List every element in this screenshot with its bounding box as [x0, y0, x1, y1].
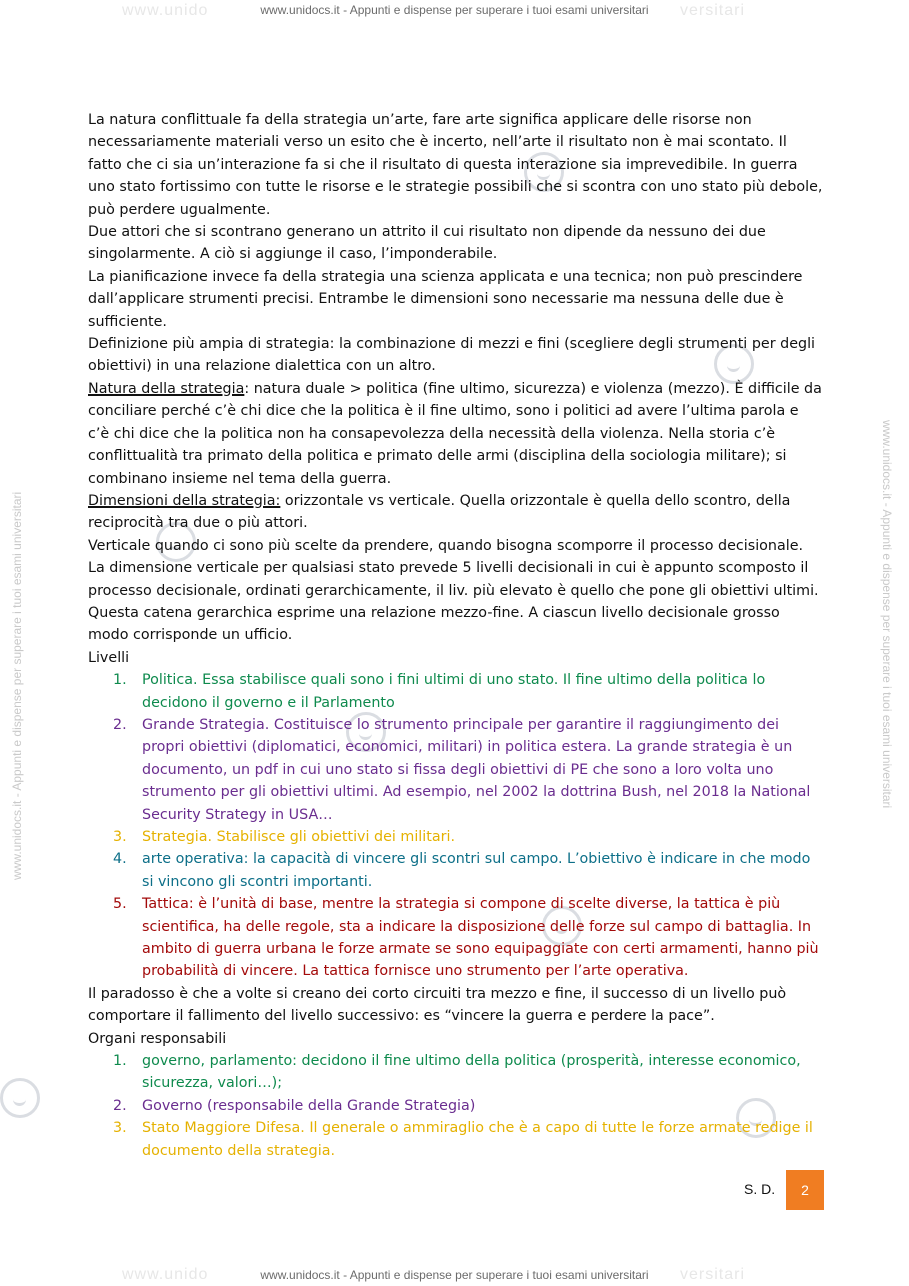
list-item: 1. governo, parlamento: decidono il fine ultimo della politica (prosperità, interesse economico, sicurezza, valori…); — [113, 1053, 801, 1092]
watermark-logo-icon — [0, 1078, 40, 1118]
paragraph: Il paradosso è che a volte si creano dei corto circuiti tra mezzo e fine, il successo di un livello può comportare il fallimento del livello successivo: es “vincere la guerra e perdere la pace”. — [88, 985, 787, 1025]
list-item: 3. Stato Maggiore Difesa. Il generale o ammiraglio che è a capo di tutte le forze armate redige il documento della strategia. — [113, 1120, 813, 1159]
list-item: 4. arte operativa: la capacità di vincere gli scontri sul campo. L’obiettivo è indicare in che modo si vincono gli scontri importanti. — [113, 851, 811, 890]
document-body — [88, 109, 823, 1162]
watermark-ghost-top-right: versitari — [680, 2, 746, 19]
footer-initials: S. D. — [744, 1181, 776, 1197]
livelli-list — [88, 669, 823, 983]
list-item: 1. Politica. Essa stabilisce quali sono i fini ultimi di uno stato. Il fine ultimo della politica lo decidono il governo e il Parlamento — [113, 672, 766, 711]
page-number: 2 — [786, 1170, 824, 1210]
paragraph: Due attori che si scontrano generano un attrito il cui risultato non dipende da nessuno dei due singolarmente. A ciò si aggiunge il caso, l’imponderabile. — [88, 224, 766, 263]
list-item: 2. Governo (responsabile della Grande Strategia) — [113, 1097, 476, 1114]
livelli-label: Livelli — [88, 649, 130, 666]
paragraph: La pianificazione invece fa della strategia una scienza applicata e una tecnica; non può prescindere dall’applicare strumenti precisi. Entrambe le dimensioni sono necessarie ma nessuna delle due è sufficiente. — [88, 268, 803, 330]
list-item: 5. Tattica: è l’unità di base, mentre la strategia si compone di scelte diverse, la tattica è più scientifica, ha delle regole, sta a indicare la disposizione delle forze sul campo di battaglia. In ambito di guerra urbana le forze armate se sono equipaggiate con certi armamenti, hanno più probabilità di vincere. La tattica fornisce uno strumento per l’arte operativa. — [113, 896, 819, 980]
paragraph-text: : natura duale > politica (fine ultimo, sicurezza) e violenza (mezzo). È difficile da conciliare perché c’è chi dice che la politica è il fine ultimo, sono i politici ad avere l’ultima parola e c’è chi dice che la politica non ha consapevolezza della necessità della violenza. Nella storia c’è conflittualità tra primato della politica e primato delle armi (disciplina della sociologia militare); si combinano insieme nel tema della guerra. — [88, 380, 822, 487]
paragraph-text: orizzontale vs verticale. Quella orizzontale è quella dello scontro, della reciprocità tra due o più attori. — [88, 492, 791, 532]
footer-watermark: www.unidocs.it - Appunti e dispense per superare i tuoi esami universitari — [260, 1268, 649, 1282]
organi-label: Organi responsabili — [88, 1030, 227, 1047]
watermark-ghost-bottom: www.unido — [122, 1266, 209, 1283]
paragraph-dimensioni — [88, 490, 823, 535]
side-watermark-right: www.unidocs.it - Appunti e dispense per superare i tuoi esami universitari — [880, 420, 894, 809]
section-heading-natura: Natura della strategia — [88, 380, 245, 397]
paragraph: Definizione più ampia di strategia: la combinazione di mezzi e fini (scegliere degli strumenti per degli obiettivi) in una relazione dialettica con un altro. — [88, 336, 816, 375]
list-item: 2. Grande Strategia. Costituisce lo strumento principale per garantire il raggiungimento dei propri obiettivi (diplomatici, economici, militari) in politica estera. La grande strategia è un documento, un pdf in cui uno stato si fissa degli obiettivi di PE che sono a loro volta uno strumento per gli obiettivi ultimi. Ad esempio, nel 2002 la dottrina Bush, nel 2018 la National Security Strategy in USA… — [113, 716, 811, 823]
watermark-ghost-top: www.unido — [122, 2, 209, 19]
organi-list — [88, 1050, 823, 1162]
paragraph-natura — [88, 378, 823, 490]
list-item: 3. Strategia. Stabilisce gli obiettivi dei militari. — [113, 829, 456, 845]
paragraph: La natura conflittuale fa della strategia un’arte, fare arte significa applicare delle risorse non necessariamente materiali verso un esito che è incerto, nell’arte il risultato non è mai scontato. Il fatto che ci sia un’interazione fa si che il risultato di questa interazione sia imprevedibile. In guerra uno stato fortissimo con tutte le risorse e le strategie possibili che si scontra con uno stato più debole, può perdere ugualmente. — [88, 112, 823, 218]
paragraph: Verticale quando ci sono più scelte da prendere, quando bisogna scomporre il processo decisionale. La dimensione verticale per qualsiasi stato prevede 5 livelli decisionali in cui è appunto scomposto il processo decisionale, ordinati gerarchicamente, il liv. più elevato è quello che pone gli obiettivi ultimi. Questa catena gerarchica esprime una relazione mezzo-fine. A ciascun livello decisionale grosso modo corrisponde un ufficio. — [88, 537, 819, 644]
watermark-ghost-bottom-right: versitari — [680, 1266, 746, 1283]
side-watermark-left: www.unidocs.it - Appunti e dispense per superare i tuoi esami universitari — [10, 491, 24, 880]
section-heading-dimensioni: Dimensioni della strategia: — [88, 492, 281, 509]
header-watermark: www.unidocs.it - Appunti e dispense per superare i tuoi esami universitari — [260, 3, 649, 17]
